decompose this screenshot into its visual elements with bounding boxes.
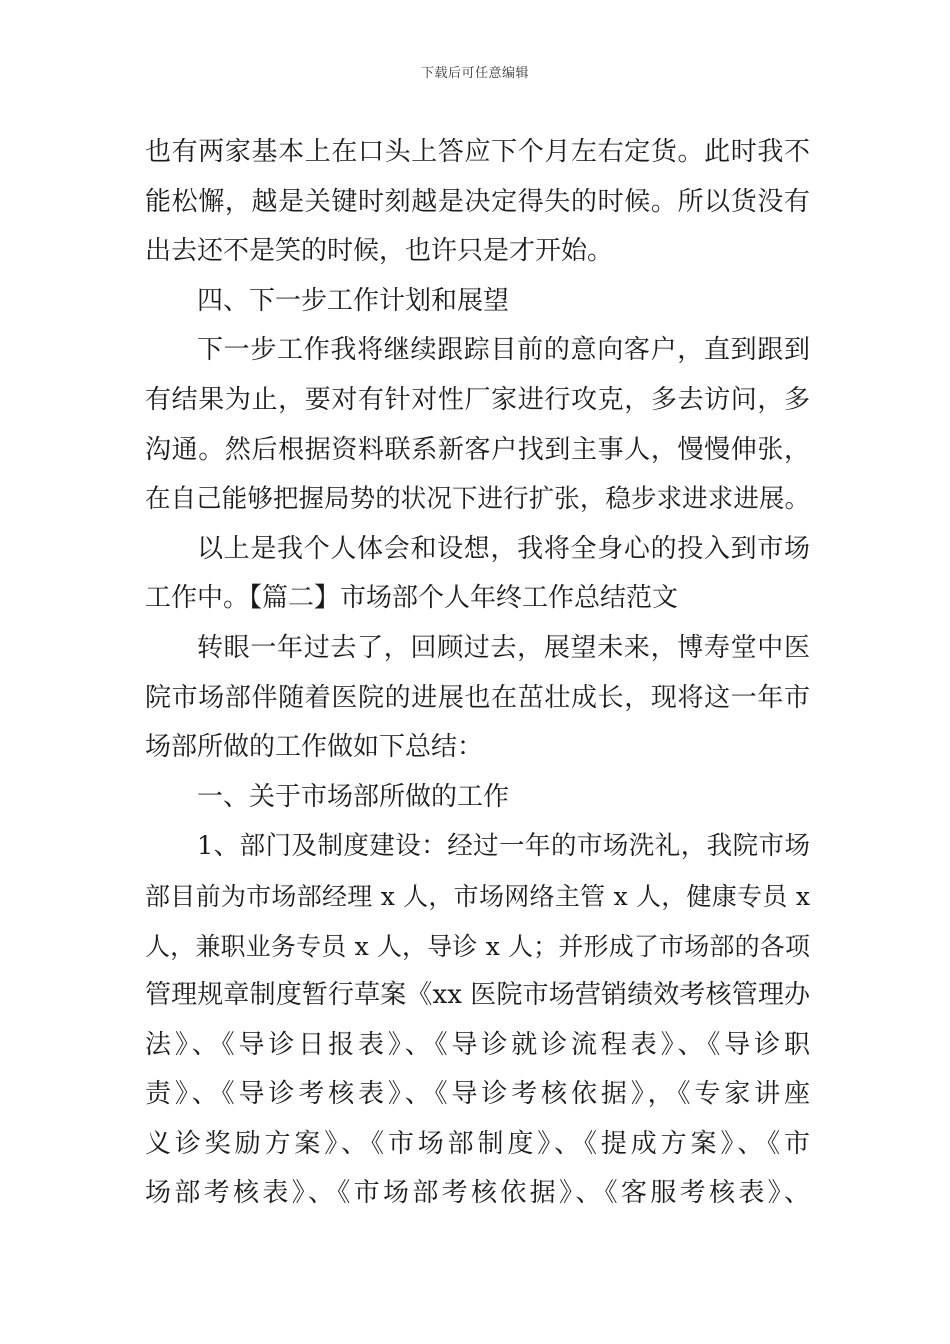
- text-line: 院市场部伴随着医院的进展也在茁壮成长，现将这一年市: [145, 682, 810, 713]
- text-line: 也有两家基本上在口头上答应下个月左右定货。此时我不: [145, 137, 810, 167]
- text-line: 场部考核表》、《市场部考核依据》、《客服考核表》、: [145, 1178, 810, 1209]
- text-line: 下一步工作我将继续跟踪目前的意向客户，直到跟到: [197, 335, 810, 366]
- text-line: 出去还不是笑的时候，也许只是才开始。: [145, 236, 614, 267]
- text-line: 工作中。【篇二】市场部个人年终工作总结范文: [145, 583, 679, 614]
- document-body: [145, 128, 810, 1219]
- text-line: 部目前为市场部经理 x 人，市场网络主管 x 人，健康专员 x: [145, 881, 810, 911]
- page-header: 下载后可任意编辑: [420, 66, 529, 81]
- text-line: 责》、《导诊考核表》、《导诊考核依据》，《专家讲座: [145, 1079, 810, 1110]
- text-line: 场部所做的工作做如下总结：: [145, 732, 484, 763]
- text-line: 以上是我个人体会和设想，我将全身心的投入到市场: [197, 533, 810, 564]
- text-line: 能松懈，越是关键时刻越是决定得失的时候。所以货没有: [145, 186, 810, 217]
- text-line: 一、关于市场部所做的工作: [197, 781, 510, 812]
- text-line: 人，兼职业务专员 x 人，导诊 x 人；并形成了市场部的各项: [145, 931, 810, 961]
- text-line: 在自己能够把握局势的状况下进行扩张，稳步求进求进展。: [145, 484, 810, 515]
- text-line: 有结果为止，要对有针对性厂家进行攻克，多去访问，多: [145, 384, 810, 415]
- text-line: 转眼一年过去了，回顾过去，展望未来，博寿堂中医: [197, 632, 810, 663]
- text-line: 法》、《导诊日报表》、《导诊就诊流程表》、《导诊职: [145, 1029, 810, 1060]
- text-line: 沟通。然后根据资料联系新客户找到主事人，慢慢伸张，: [145, 434, 810, 465]
- text-line: 管理规章制度暂行草案《xx 医院市场营销绩效考核管理办: [145, 980, 810, 1011]
- text-line: 四、下一步工作计划和展望: [197, 285, 510, 316]
- text-line: 1、部门及制度建设：经过一年的市场洗礼，我院市场: [197, 831, 810, 862]
- text-line: 义诊奖励方案》、《市场部制度》、《提成方案》、《市: [145, 1128, 810, 1159]
